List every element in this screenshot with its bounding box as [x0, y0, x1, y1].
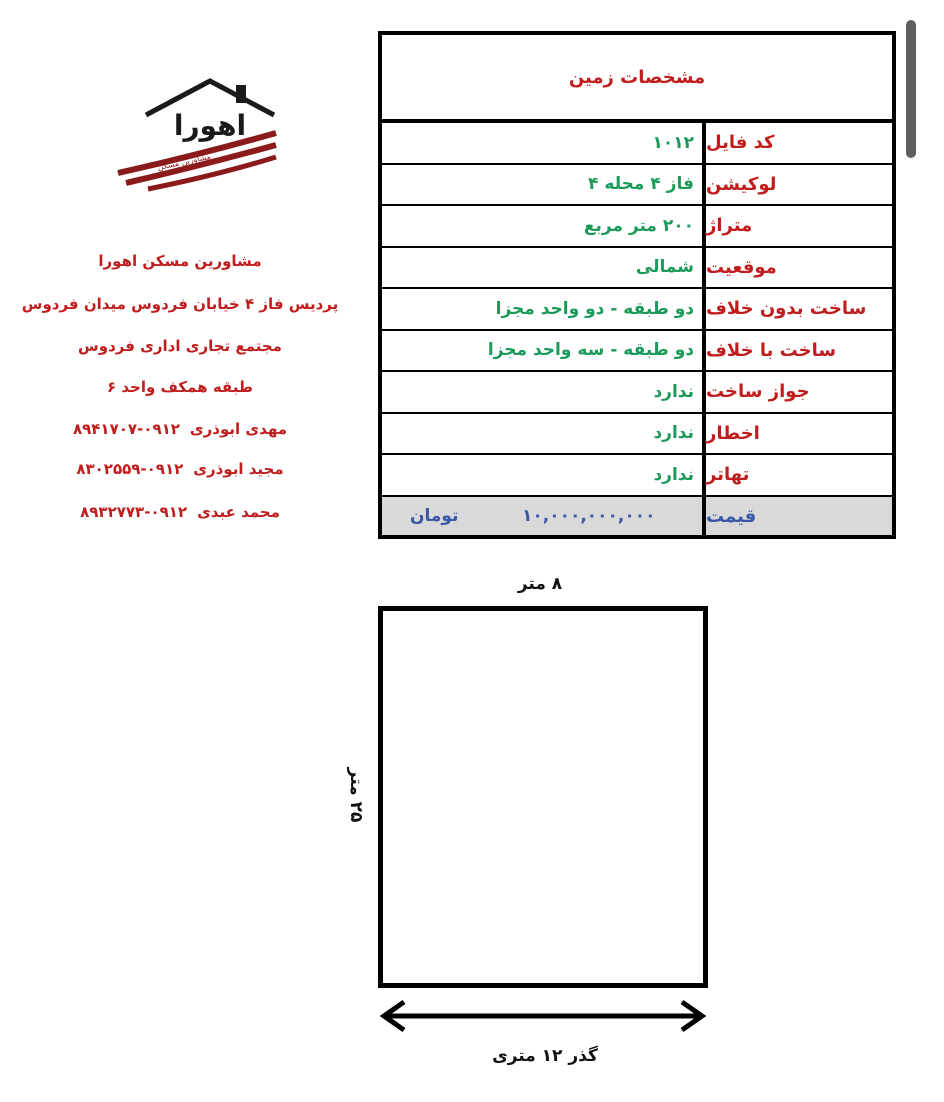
- address-line-2: مجتمع تجاری اداری فردوس: [78, 337, 282, 355]
- price-label: قیمت: [706, 505, 757, 527]
- spec-title: مشخصات زمین: [382, 35, 892, 123]
- phone-number[interactable]: ۰۹۱۲-۸۹۳۲۷۷۳: [80, 503, 188, 521]
- plot-width-label: ۸ متر: [517, 574, 563, 594]
- address-line-3: طبقه همکف واحد ۶: [107, 378, 253, 396]
- phone-number[interactable]: ۰۹۱۲-۸۳۰۲۵۵۹: [76, 460, 184, 478]
- price-row: [382, 495, 892, 535]
- spec-value: دو طبقه - دو واحد مجزا: [495, 298, 694, 319]
- spec-row: [382, 206, 892, 248]
- price-currency: تومان: [410, 506, 459, 526]
- contact-phone-3: [60, 503, 300, 521]
- price-amount: ۱۰,۰۰۰,۰۰۰,۰۰۰: [522, 506, 656, 526]
- spec-value-cell: [382, 165, 706, 205]
- contact-name: مهدی ابوذری: [189, 420, 288, 438]
- spec-value-cell: [382, 289, 706, 329]
- contact-phone-1: [60, 420, 300, 438]
- spec-row: [382, 331, 892, 373]
- spec-value: ۲۰۰ متر مربع: [583, 215, 694, 236]
- spec-value: ندارد: [653, 464, 694, 485]
- contact-phone-2: [60, 460, 300, 478]
- address-line-1: پردیس فاز ۴ خیابان فردوس میدان فردوس: [21, 295, 339, 313]
- spec-row: [382, 289, 892, 331]
- spec-label: جواز ساخت: [706, 381, 810, 403]
- spec-value-cell: [382, 248, 706, 288]
- spec-label: لوکیشن: [706, 173, 777, 195]
- logo-text: اهورا: [173, 109, 247, 142]
- logo-subtext: مشاورین مسکن: [156, 151, 212, 172]
- spec-row: [382, 165, 892, 207]
- spec-value: فاز ۴ محله ۴: [588, 174, 694, 195]
- spec-value: ۱۰۱۲: [652, 132, 694, 153]
- spec-value-cell: [382, 206, 706, 246]
- spec-row: [382, 455, 892, 497]
- spec-value: دو طبقه - سه واحد مجزا: [487, 340, 694, 361]
- price-value-cell: [382, 497, 706, 535]
- contact-name: محمد عبدی: [197, 503, 280, 521]
- plot-length-label: ۲۵ متر: [346, 767, 366, 823]
- spec-label: ساخت با خلاف: [706, 339, 837, 361]
- spec-value-cell: [382, 123, 706, 163]
- contact-name: مجید ابوذری: [193, 460, 284, 478]
- street-width-label: گذر ۱۲ متری: [492, 1046, 598, 1066]
- spec-value-cell: [382, 372, 706, 412]
- phone-number[interactable]: ۰۹۱۲-۸۹۴۱۷۰۷: [72, 420, 180, 438]
- agency-name: مشاورین مسکن اهورا: [98, 252, 262, 270]
- spec-row: [382, 414, 892, 456]
- spec-label: کد فایل: [706, 132, 775, 154]
- ahura-logo: [108, 75, 280, 193]
- spec-row: [382, 123, 892, 165]
- spec-label: موقعیت: [706, 256, 777, 278]
- street-arrow-icon: [376, 998, 710, 1034]
- spec-label: اخطار: [706, 422, 760, 444]
- spec-label: ساخت بدون خلاف: [706, 298, 867, 320]
- spec-value: شمالی: [635, 257, 694, 278]
- spec-label: متراژ: [706, 215, 753, 237]
- spec-label: تهاتر: [706, 464, 750, 486]
- scrollbar[interactable]: [906, 20, 916, 158]
- spec-row: [382, 372, 892, 414]
- plot-outline: [378, 606, 708, 988]
- spec-value-cell: [382, 455, 706, 495]
- land-spec-table: [378, 31, 896, 539]
- spec-row: [382, 248, 892, 290]
- spec-value-cell: [382, 414, 706, 454]
- spec-value: ندارد: [653, 381, 694, 402]
- spec-value: ندارد: [653, 423, 694, 444]
- spec-value-cell: [382, 331, 706, 371]
